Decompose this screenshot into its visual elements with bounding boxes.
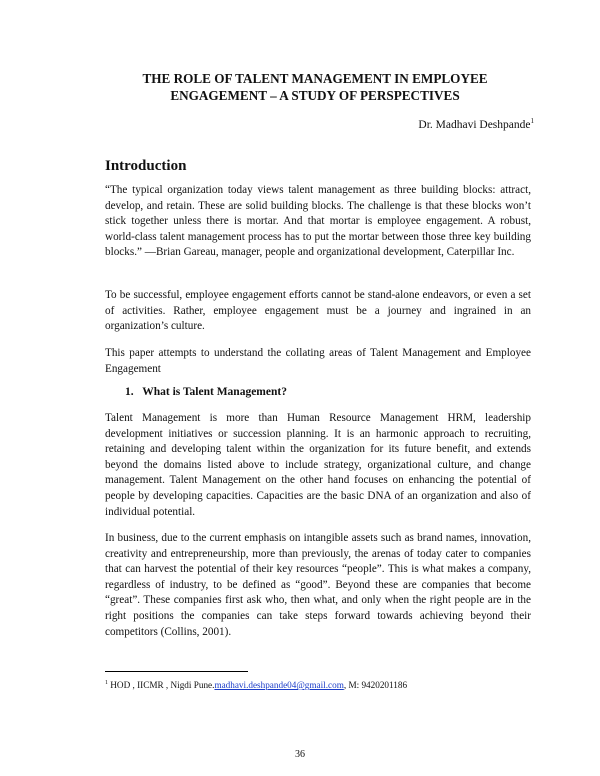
- footnote: [105, 680, 407, 690]
- title-line-1: THE ROLE OF TALENT MANAGEMENT IN EMPLOYEE: [142, 71, 488, 86]
- section-heading: Introduction: [105, 158, 187, 174]
- intro-paragraph-3: This paper attempts to understand the collating areas of Talent Management and Employee Engagement: [105, 347, 531, 375]
- author-name: Dr. Madhavi Deshpande: [418, 118, 531, 131]
- intro-paragraph-2: To be successful, employee engagement efforts cannot be stand-alone endeavors, or even a set of activities. Rather, employee engagement must be a journey and ingrained in an organization’s culture.: [105, 289, 531, 333]
- subsection-title: What is Talent Management?: [142, 386, 287, 398]
- title-line-2: ENGAGEMENT – A STUDY OF PERSPECTIVES: [170, 88, 460, 103]
- intro-paragraph-quote: “The typical organization today views talent management as three building blocks: attract, develop, and retain. These are solid building blocks. The challenge is that these blocks won’t stick together unless there is mortar. And that mortar is employee engagement. A robust, world-class talent management process has to put the mortar between those three key building blocks.” —Brian Gareau, manager, people and organizational development, Caterpillar Inc.: [105, 184, 531, 259]
- talent-management-paragraph-2: In business, due to the current emphasis on intangible assets such as brand names, innovation, creativity and entrepreneurship, more than previously, the arenas of today cater to companies that can harvest the potential of their key resources “people”. This is what makes a company, regardless of industry, to be defined as “good”. Beyond these are companies that become “great”. These companies first ask who, then what, and only when the right people are in the right positions the companies can take steps forward towards achieving beyond their competitors (Collins, 2001).: [105, 532, 531, 638]
- footnote-email-link[interactable]: madhavi.deshpande04@gmail.com: [214, 680, 344, 691]
- footnote-divider: [105, 671, 248, 672]
- paper-title: [100, 70, 530, 104]
- footnote-phone: , M: 9420201186: [343, 680, 408, 691]
- talent-management-paragraph-1: Talent Management is more than Human Resource Management HRM, leadership development initiatives or succession planning. It is an harmonic approach to recruiting, retaining and developing talent within the organization for its future benefit, and extends beyond the domains listed above to include strategy, organizational culture, and change management. Talent Management on the other hand focuses on enhancing the potential of people by developing capacities. Capacities are the basic DNA of an organization and also of individual potential.: [105, 412, 531, 518]
- author-footnote-mark: 1: [530, 117, 534, 125]
- footnote-mark: 1: [105, 680, 108, 686]
- author-line: [418, 117, 534, 131]
- page-number: 36: [295, 749, 305, 760]
- subsection-number: 1.: [125, 386, 134, 398]
- subsection-heading: [125, 386, 287, 398]
- footnote-affiliation: HOD , IICMR , Nigdi Pune.: [108, 680, 215, 691]
